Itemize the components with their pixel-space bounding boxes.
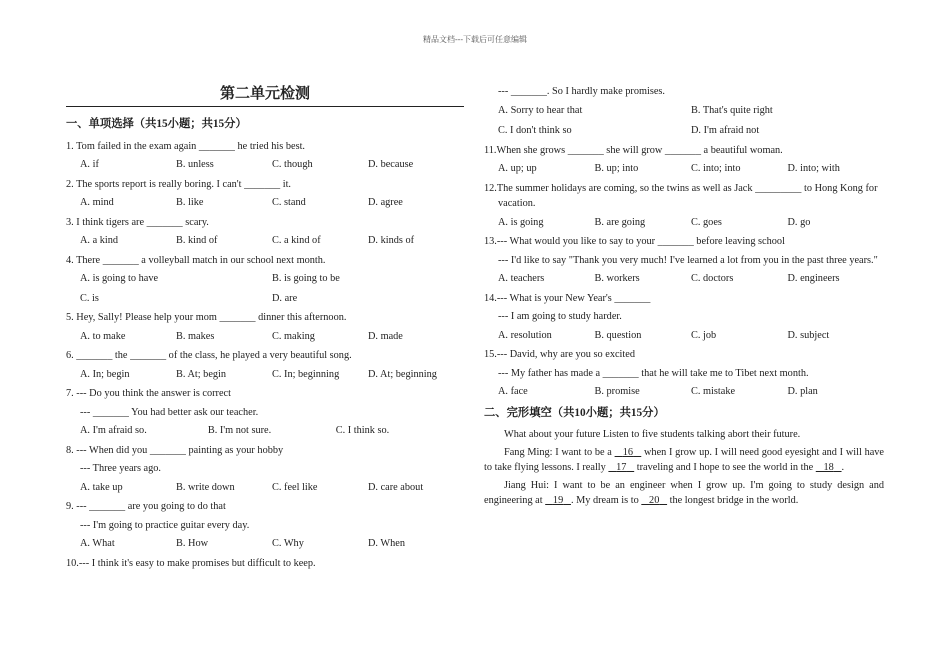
options-5 (66, 329, 464, 345)
option: D. are (272, 292, 298, 304)
blank-number: 18 (823, 462, 834, 473)
option: B. up; into (594, 163, 639, 174)
option: C. mistake (691, 386, 736, 397)
option: D. into; with (787, 163, 840, 174)
option: A. I'm afraid so. (80, 425, 147, 436)
option: B. I'm not sure. (207, 425, 272, 436)
option: D. I'm afraid not (691, 125, 760, 136)
question-14: 14.--- What is your New Year's _______ (484, 292, 651, 304)
question-12: 12.The summer holidays are coming, so the twins as well as Jack _________ to Hong Kong for vacation. (484, 182, 878, 209)
options-7 (66, 423, 464, 439)
question-7-line: --- _______ You had better ask our teacher. (80, 406, 259, 418)
option: A. up; up (498, 163, 537, 174)
options-2 (66, 195, 464, 211)
option: C. In; beginning (272, 368, 340, 380)
option: D. agree (368, 197, 403, 208)
question-4: 4. There _______ a volleyball match in our school next month. (66, 254, 326, 266)
options-6 (66, 367, 464, 383)
options-10a (484, 103, 884, 119)
option: A. is going (498, 216, 544, 228)
option: C. job (691, 329, 717, 341)
question-3: 3. I think tigers are _______ scary. (66, 216, 209, 228)
page-title: 第二单元检测 (219, 86, 310, 102)
option: C. feel like (272, 481, 318, 493)
option: C. though (272, 159, 313, 170)
options-4b (66, 291, 464, 307)
options-1 (66, 157, 464, 173)
option: A. Sorry to hear that (498, 104, 583, 116)
option: A. resolution (498, 329, 552, 341)
question-15: 15.--- David, why are you so excited (484, 349, 635, 360)
option: C. goes (691, 216, 722, 228)
question-5: 5. Hey, Sally! Please help your mom _______ dinner this afternoon. (66, 312, 347, 323)
blank-20 (641, 495, 667, 506)
cloze-text: Fang Ming: I want to be a (504, 446, 612, 458)
option: A. take up (80, 481, 123, 493)
cloze-text: when I grow up. I will need good eyesight and I will have to take flying lessons. I really (484, 446, 885, 473)
option: B. write down (176, 481, 235, 493)
option: C. into; into (691, 163, 741, 174)
option: C. doctors (691, 273, 734, 284)
option: B. How (176, 538, 209, 549)
blank-number: 20 (649, 495, 660, 506)
question-7: 7. --- Do you think the answer is correct (66, 388, 231, 399)
blank-18 (816, 462, 842, 473)
option: A. mind (80, 197, 114, 208)
option: C. Why (272, 538, 304, 549)
options-15 (484, 384, 884, 400)
section-heading-1: 一、单项选择（共15小题；共15分） (66, 118, 247, 130)
title-divider (66, 106, 464, 107)
options-3 (66, 233, 464, 249)
option: D. made (368, 330, 403, 342)
option: B. are going (594, 216, 646, 228)
cloze-paragraph-fang-ming (484, 445, 884, 476)
cloze-text: Jiang Hui: I want to be an engineer when I grow up. I'm going to study design and engineering at (484, 479, 884, 506)
blank-number: 16 (622, 446, 634, 458)
cloze-text: the longest bridge in the world. (669, 495, 799, 506)
question-9-line: --- I'm going to practice guitar every day. (80, 519, 250, 531)
options-14 (484, 328, 884, 344)
option: B. unless (176, 159, 214, 170)
option: D. plan (787, 386, 818, 397)
question-9: 9. --- _______ are you going to do that (66, 501, 226, 512)
option: A. In; begin (80, 368, 130, 380)
question-10-line: --- _______. So I hardly make promises. (498, 86, 666, 97)
option: C. a kind of (272, 235, 321, 246)
blank-number: 19 (552, 495, 564, 506)
blank-16 (615, 447, 642, 458)
option: B. promise (594, 386, 640, 397)
question-8-line: --- Three years ago. (80, 463, 161, 474)
question-14-line: --- I am going to study harder. (498, 311, 622, 322)
question-10: 10.--- I think it's easy to make promises but difficult to keep. (66, 557, 316, 569)
question-6: 6. _______ the _______ of the class, he played a very beautiful song. (66, 350, 352, 361)
option: B. is going to be (272, 273, 340, 284)
question-8: 8. --- When did you _______ painting as your hobby (66, 444, 284, 456)
blank-17 (608, 462, 634, 473)
option: D. kinds of (368, 235, 415, 246)
option: A. a kind (80, 235, 119, 246)
question-13: 13.--- What would you like to say to your _______ before leaving school (484, 236, 785, 247)
option: D. subject (787, 329, 830, 341)
question-2: 2. The sports report is really boring. I can't _______ it. (66, 178, 292, 190)
page-header: 精品文档---下载后可任意编辑 (423, 35, 527, 44)
option: B. like (176, 197, 204, 208)
options-11 (484, 161, 884, 177)
option: A. What (80, 538, 115, 549)
question-15-line: --- My father has made a _______ that he will take me to Tibet next month. (498, 367, 809, 379)
question-1: 1. Tom failed in the exam again _______ he tried his best. (66, 140, 306, 152)
option: B. workers (594, 273, 640, 284)
question-13-line: --- I'd like to say "Thank you very much! I've learned a lot from you in the past three years." (498, 254, 878, 266)
right-column (484, 84, 884, 511)
section-heading-2: 二、完形填空（共10小题；共15分） (484, 406, 665, 419)
option: B. question (594, 329, 642, 341)
option: C. stand (272, 197, 306, 208)
option: D. When (368, 538, 405, 549)
option: B. makes (176, 330, 215, 342)
option: A. teachers (498, 273, 545, 284)
cloze-paragraph-jiang-hui (484, 478, 884, 509)
option: D. care about (368, 481, 424, 493)
left-column (66, 86, 464, 574)
options-9 (66, 536, 464, 552)
option: C. is (80, 292, 99, 304)
options-4a (66, 271, 464, 287)
option: D. go (787, 216, 811, 228)
option: C. making (272, 330, 315, 342)
blank-number: 17 (616, 462, 627, 473)
option: A. if (80, 159, 99, 170)
blank-19 (545, 495, 571, 506)
option: A. face (498, 386, 528, 397)
option: D. engineers (787, 273, 840, 284)
options-10b (484, 123, 884, 139)
option: C. I think so. (335, 425, 390, 436)
option: D. because (368, 159, 414, 170)
option: A. to make (80, 330, 126, 342)
option: B. That's quite right (691, 104, 773, 116)
options-12 (484, 215, 884, 231)
cloze-text: traveling and I hope to see the world in the (636, 462, 814, 473)
options-13 (484, 271, 884, 287)
option: B. kind of (176, 235, 218, 246)
question-11: 11.When she grows _______ she will grow _______ a beautiful woman. (484, 144, 783, 156)
option: C. I don't think so (498, 125, 572, 136)
cloze-text: . (841, 462, 845, 473)
option: B. At; begin (176, 368, 227, 380)
option: A. is going to have (80, 273, 159, 284)
cloze-intro: What about your future Listen to five students talking abort their future. (504, 429, 801, 440)
option: D. At; beginning (368, 368, 437, 380)
options-8 (66, 480, 464, 496)
cloze-text: . My dream is to (570, 495, 639, 506)
